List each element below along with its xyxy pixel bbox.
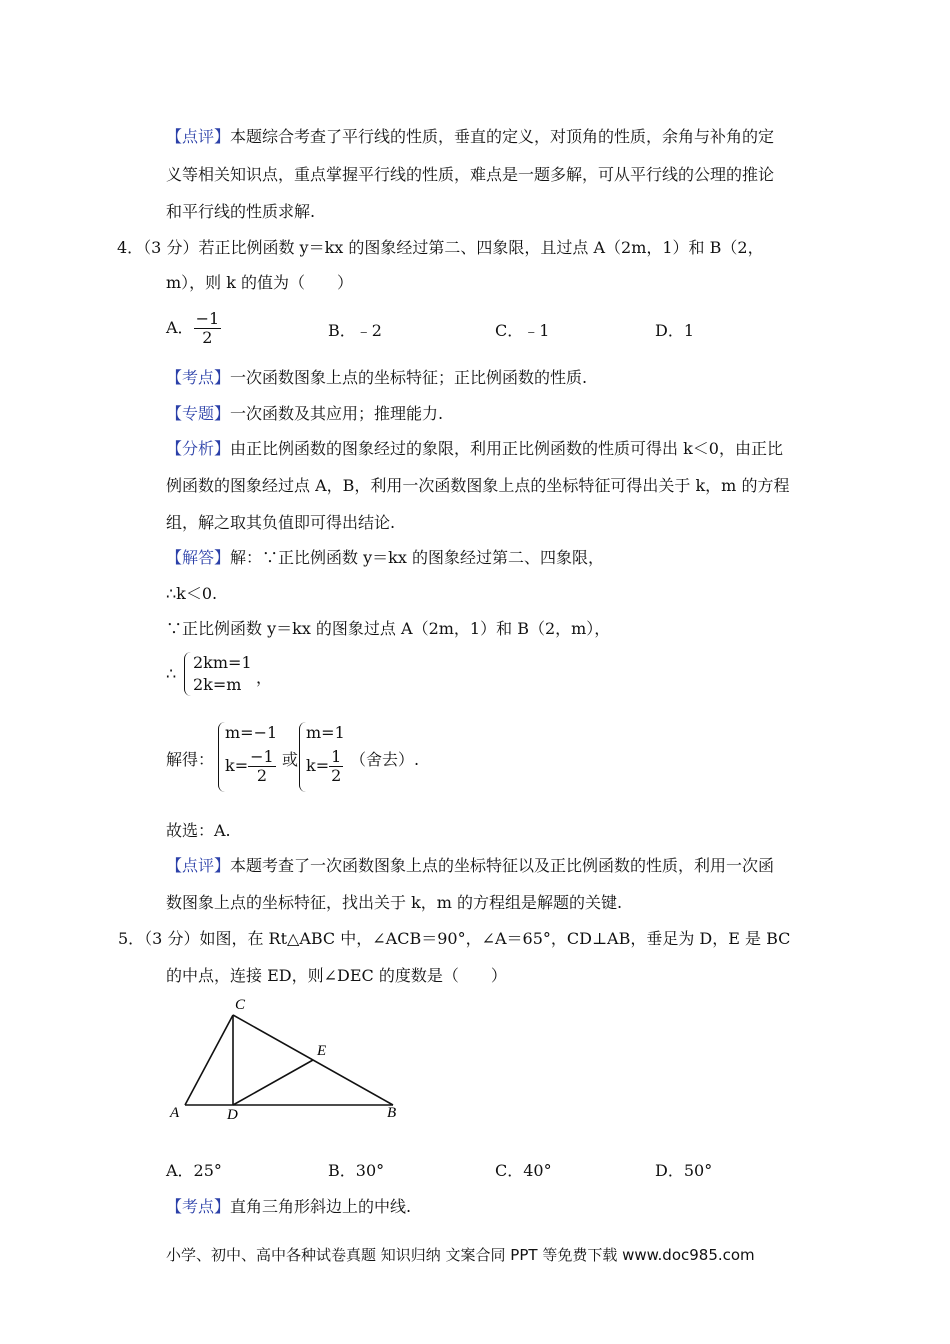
q4-jieda-line-2: ∴k＜0. [166,584,218,603]
q4-dianping-line-2: 数图象上点的坐标特征，找出关于 k，m 的方程组是解题的关键. [166,893,623,912]
therefore-symbol: ∴ [166,664,177,683]
side-ac [185,1015,233,1105]
q5-option-a[interactable]: A．25° [166,1161,222,1180]
or-word: 或 [282,750,299,769]
review-tag: 【点评】 [166,127,231,146]
review-line-1: 【点评】本题综合考查了平行线的性质，垂直的定义，对顶角的性质，余角与补角的定 [166,127,775,146]
q5-option-c[interactable]: C．40° [495,1161,552,1180]
system-comma: ， [256,668,273,687]
q4-fenxi-line-1: 【分析】由正比例函数的图象经过的象限，利用正比例函数的性质可得出 k＜0，由正比 [166,439,783,458]
q4-dianping-line-1: 【点评】本题考查了一次函数图象上点的坐标特征以及正比例函数的性质，利用一次函 [166,856,775,875]
solution-brace-1 [218,722,225,792]
jiede-label: 解得： [166,750,215,769]
label-a: A [170,1105,180,1121]
q4-option-b[interactable]: B．﹣2 [328,321,382,340]
discard-note: （舍去）. [350,750,420,769]
q5-stem-line-2: 的中点，连接 ED，则∠DEC 的度数是（ ） [166,966,507,985]
triangle-figure [165,995,415,1125]
solution-set-1: m=−1 k= $\frac{-1}{2}$ [225,723,278,785]
q4-option-a[interactable]: A． $\frac{-1}{2}$ [166,309,220,347]
q4-fenxi-line-3: 组，解之取其负值即可得出结论. [166,513,396,532]
fraction: $\frac{-1}{2}$ [195,309,220,347]
q4-jieda-line-3: ∵正比例函数 y＝kx 的图象过点 A（2m，1）和 B（2，m）， [166,619,611,638]
q4-option-c[interactable]: C．﹣1 [495,321,550,340]
solution-set-2: m=1 k= $\frac{1}{2}$ [306,723,345,785]
q4-option-d[interactable]: D．1 [655,321,695,340]
q5-option-d[interactable]: D．50° [655,1161,713,1180]
label-d: D [227,1107,238,1123]
q4-kaodian: 【考点】一次函数图象上点的坐标特征；正比例函数的性质. [166,368,588,387]
q4-answer: 故选：A. [166,821,231,840]
q5-option-b[interactable]: B．30° [328,1161,385,1180]
system-brace [184,652,191,696]
q4-zhuanti: 【专题】一次函数及其应用；推理能力. [166,404,444,423]
footer-banner[interactable]: 小学、初中、高中各种试卷真题 知识归纳 文案合同 PPT 等免费下载 www.doc985.com [166,1246,755,1264]
segment-de [233,1060,313,1105]
q5-kaodian: 【考点】直角三角形斜边上的中线. [166,1197,412,1216]
q4-fenxi-line-2: 例函数的图象经过点 A，B，利用一次函数图象上点的坐标特征可得出关于 k，m 的方程 [166,476,790,495]
review-line-2: 义等相关知识点，重点掌握平行线的性质，难点是一题多解，可从平行线的公理的推论 [166,165,775,184]
label-b: B [387,1105,397,1121]
equation-system: 2km=1 2k=m [193,653,252,694]
label-c: C [235,997,246,1013]
solution-brace-2 [299,722,306,792]
q4-stem-line-1: 4．（3 分）若正比例函数 y＝kx 的图象经过第二、四象限，且过点 A（2m，1）和 B（2， [117,238,764,257]
q4-jieda-line-1: 【解答】解：∵正比例函数 y＝kx 的图象经过第二、四象限， [166,548,604,567]
q4-stem-line-2: m），则 k 的值为（ ） [166,273,354,292]
q5-stem-line-1: 5．（3 分）如图，在 Rt△ABC 中，∠ACB＝90°，∠A＝65°，CD⊥AB，垂足为 D，E 是 BC [118,929,791,948]
label-e: E [317,1043,327,1059]
review-line-3: 和平行线的性质求解. [166,202,316,221]
